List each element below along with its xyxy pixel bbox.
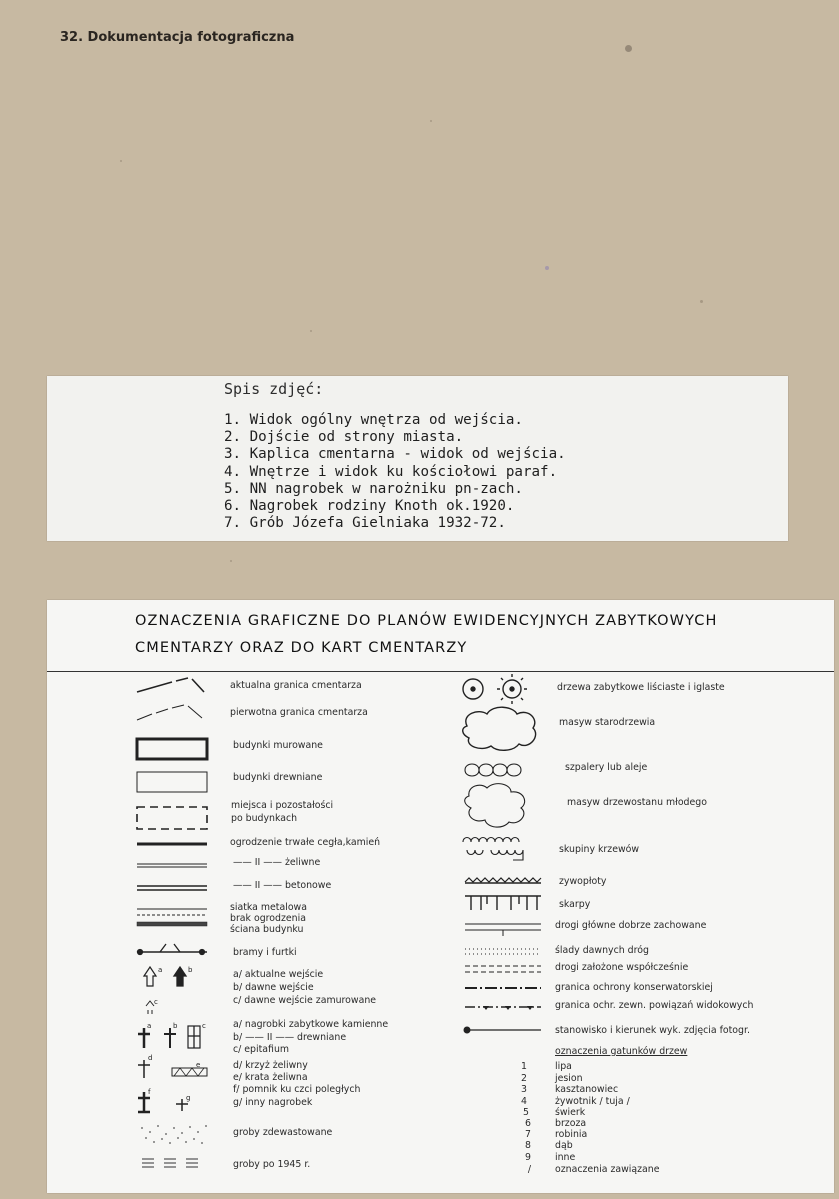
paper-speck <box>700 300 703 303</box>
legend-title: OZNACZENIA GRAFICZNE DO PLANÓW EWIDENCYJNYCH ZABYTKOWYCH <box>135 613 718 629</box>
photo-list-item: 4. Wnętrze i widok ku kościołowi paraf. <box>224 463 558 480</box>
legend-label: szpalery lub aleje <box>565 762 648 773</box>
species-number: 3 <box>521 1084 527 1095</box>
legend-label: budynki murowane <box>233 740 323 751</box>
legend-label: —— II —— betonowe <box>233 880 332 891</box>
legend-label: groby zdewastowane <box>233 1127 333 1138</box>
legend-label: ogrodzenie trwałe cegła,kamień <box>230 837 381 848</box>
legend-label: drogi założone współcześnie <box>555 962 689 973</box>
photo-list-heading: Spis zdjęć: <box>224 380 324 398</box>
species-number: 5 <box>523 1107 529 1118</box>
legend-label: siatka metalowa <box>230 902 307 913</box>
paper-speck <box>625 45 632 52</box>
paper-speck <box>545 266 549 270</box>
species-name: robinia <box>555 1129 588 1140</box>
svg-text:c: c <box>154 998 158 1006</box>
legend-label: po budynkach <box>231 813 298 824</box>
photo-list-item: 3. Kaplica cmentarna - widok od wejścia. <box>224 446 566 463</box>
species-name: dąb <box>555 1140 573 1151</box>
legend-label: drzewa zabytkowe liściaste i iglaste <box>557 682 725 693</box>
svg-text:a: a <box>158 966 163 974</box>
legend-label: masyw drzewostanu młodego <box>567 797 707 808</box>
species-name: jesion <box>555 1073 583 1084</box>
legend-label: groby po 1945 r. <box>233 1159 311 1170</box>
species-number: 1 <box>521 1061 527 1072</box>
species-number: / <box>527 1164 531 1175</box>
species-number: 8 <box>525 1140 531 1151</box>
legend-label: stanowisko i kierunek wyk. zdjęcia fotogr. <box>555 1025 750 1036</box>
legend-label: granica ochrony konserwatorskiej <box>555 982 713 993</box>
legend-label: b/ —— II —— drewniane <box>233 1032 347 1043</box>
legend-label: skupiny krzewów <box>559 844 640 855</box>
legend-label: b/ dawne wejście <box>233 982 314 993</box>
species-number: 9 <box>525 1152 531 1163</box>
species-number: 2 <box>521 1073 527 1084</box>
legend-label: g/ inny nagrobek <box>233 1097 313 1108</box>
legend-label: a/ nagrobki zabytkowe kamienne <box>233 1019 389 1030</box>
species-name: świerk <box>555 1107 586 1118</box>
svg-text:b: b <box>188 966 193 974</box>
legend-label: e/ krata żeliwna <box>233 1072 308 1083</box>
legend-label: ślady dawnych dróg <box>555 945 649 956</box>
legend-subtitle: CMENTARZY ORAZ DO KART CMENTARZY <box>135 640 468 656</box>
legend-label: granica ochr. zewn. powiązań widokowych <box>555 1000 754 1011</box>
legend-symbols-right <box>457 674 552 1074</box>
legend-label: miejsca i pozostałości <box>231 800 334 811</box>
paper-speck <box>230 560 232 562</box>
photo-list-item: 1. Widok ogólny wnętrza od wejścia. <box>224 412 523 428</box>
photo-list-item: 5. NN nagrobek w narożniku pn-zach. <box>224 480 523 497</box>
legend-label: d/ krzyż żeliwny <box>233 1060 308 1071</box>
legend-label: c/ dawne wejście zamurowane <box>233 995 377 1006</box>
svg-text:c: c <box>202 1022 206 1030</box>
photo-list <box>224 412 566 532</box>
legend-label: aktualna granica cmentarza <box>230 680 362 691</box>
species-heading: oznaczenia gatunków drzew <box>555 1046 688 1057</box>
species-name: inne <box>555 1152 576 1163</box>
paper-speck <box>120 160 122 162</box>
legend-label: ściana budynku <box>230 924 304 935</box>
paper-speck <box>430 120 432 122</box>
photo-list-item: 7. Grób Józefa Gielniaka 1932-72. <box>224 515 506 532</box>
svg-text:e: e <box>196 1061 201 1069</box>
svg-text:d: d <box>148 1054 153 1062</box>
legend-label: bramy i furtki <box>233 947 297 958</box>
svg-text:a: a <box>147 1022 152 1030</box>
legend-clipping <box>47 600 834 1193</box>
svg-text:b: b <box>173 1022 178 1030</box>
legend-label: drogi główne dobrze zachowane <box>555 920 707 931</box>
photo-list-clipping <box>47 376 788 541</box>
species-name: żywotnik / tuja / <box>555 1096 630 1107</box>
legend-label: c/ epitafium <box>233 1044 290 1055</box>
paper-speck <box>310 330 312 332</box>
legend-label: a/ aktualne wejście <box>233 969 324 980</box>
photo-list-item: 6. Nagrobek rodziny Knoth ok.1920. <box>224 498 515 515</box>
svg-text:g: g <box>186 1094 191 1102</box>
species-name: lipa <box>555 1061 572 1072</box>
legend-label: brak ogrodzenia <box>230 913 306 924</box>
legend-label: masyw starodrzewia <box>559 717 656 728</box>
legend-label: —— II —— żeliwne <box>233 857 321 868</box>
legend-label: budynki drewniane <box>233 772 323 783</box>
legend-label: zywopłoty <box>559 876 607 887</box>
species-number: 6 <box>525 1118 531 1129</box>
svg-text:f: f <box>148 1088 151 1096</box>
legend-label: f/ pomnik ku czci poległych <box>233 1084 361 1095</box>
species-number: 4 <box>521 1096 527 1107</box>
page-heading: 32. Dokumentacja fotograficzna <box>60 30 295 45</box>
species-name: oznaczenia zawiązane <box>555 1164 660 1175</box>
species-number: 7 <box>525 1129 531 1140</box>
legend-label: pierwotna granica cmentarza <box>230 707 368 718</box>
legend-divider <box>47 671 834 672</box>
species-name: brzoza <box>555 1118 587 1129</box>
species-name: kasztanowiec <box>555 1084 619 1095</box>
photo-list-item: 2. Dojście od strony miasta. <box>224 429 464 446</box>
legend-label: skarpy <box>559 899 591 910</box>
